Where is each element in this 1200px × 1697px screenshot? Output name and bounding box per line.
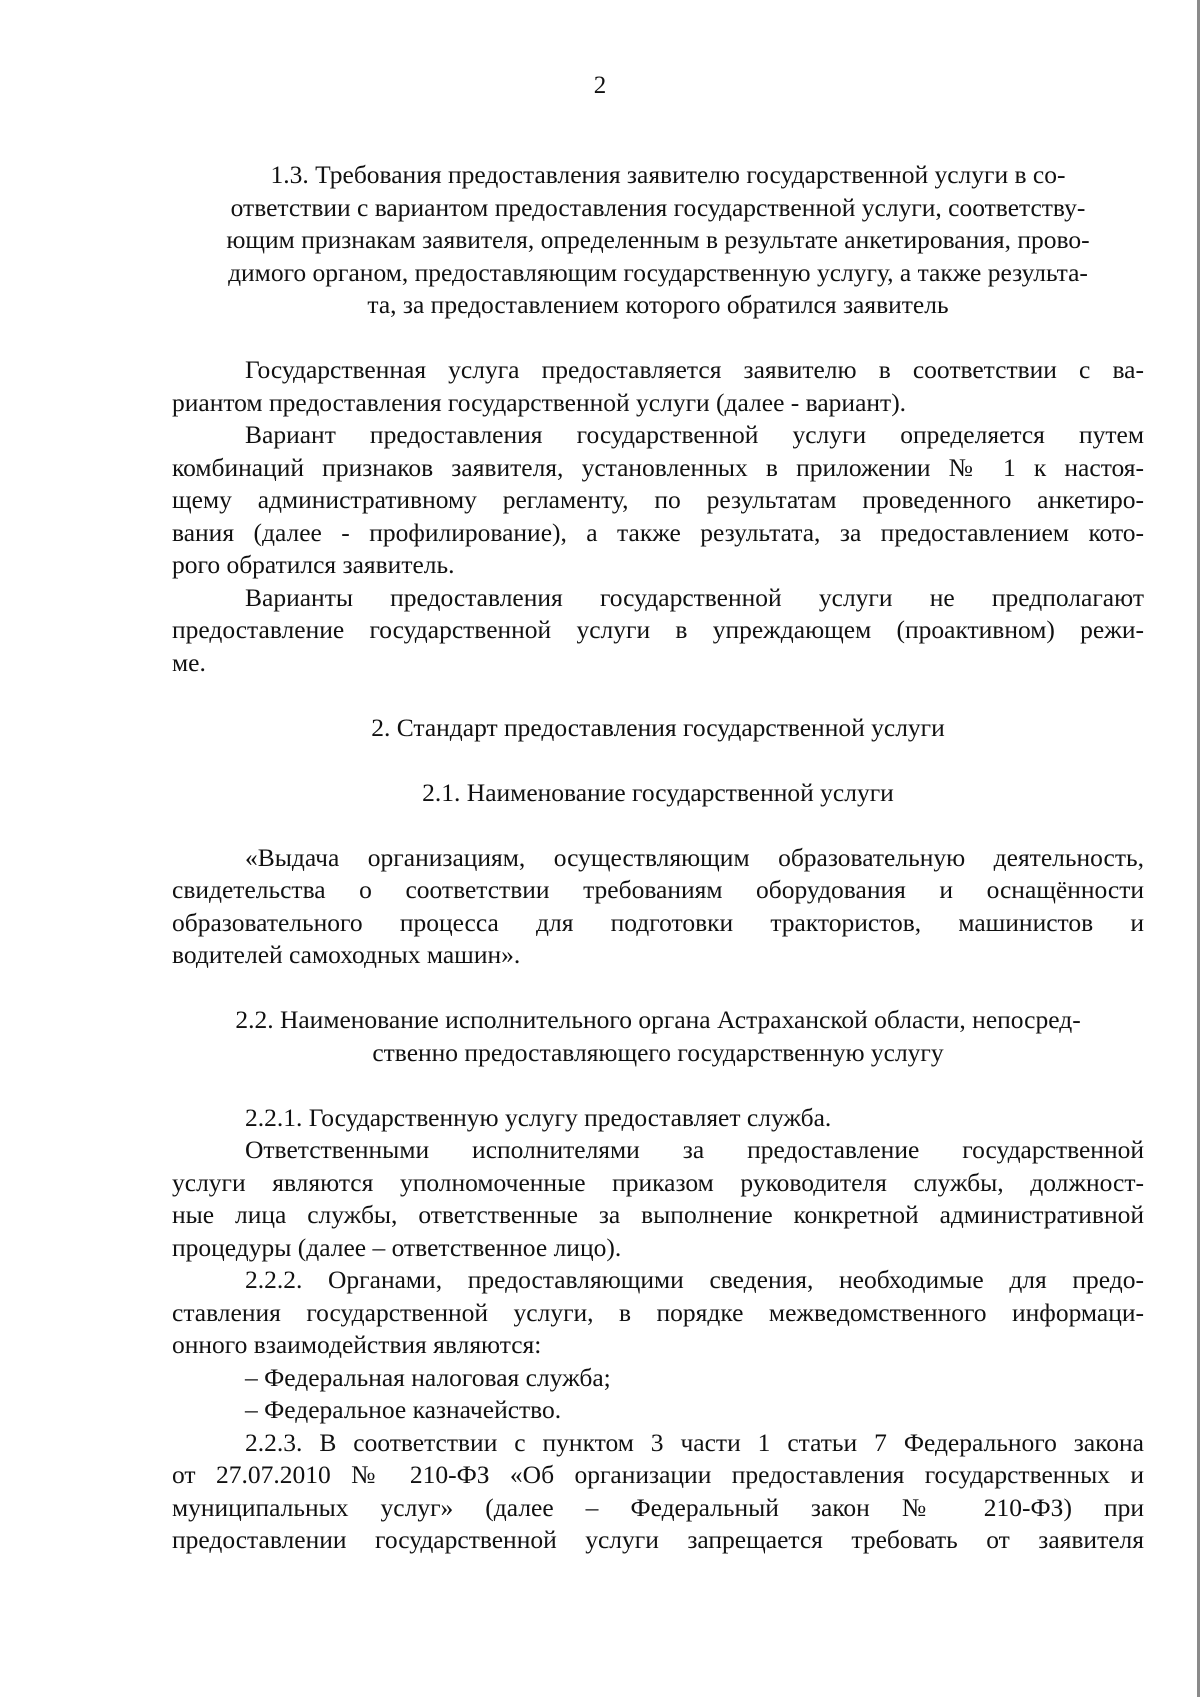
paragraph-2-2-1: 2.2.1. Государственную услугу предоставляет служба.: [245, 1102, 832, 1132]
heading-line: 2.2. Наименование исполнительного органа Астраханской области, непосред-: [235, 1005, 1081, 1034]
text-line: ные лица службы, ответственные за выполнение конкретной административной: [172, 1200, 1144, 1229]
text-line: Варианты предоставления государственной услуги не предполагают: [245, 582, 1144, 612]
paragraph-responsible: [172, 1134, 1144, 1264]
text-line: процедуры (далее – ответственное лицо).: [172, 1232, 622, 1262]
text-line: комбинаций признаков заявителя, установленных в приложении № 1 к настоя-: [172, 452, 1144, 482]
list-item: – Федеральное казначейство.: [245, 1395, 562, 1424]
text-line: образовательного процесса для подготовки трактористов, машинистов и: [172, 907, 1144, 937]
heading-line: ответствии с вариантом предоставления государственной услуги, соответству-: [230, 192, 1086, 222]
heading-line: 1.3. Требования предоставления заявителю государственной услуги в со-: [270, 160, 1066, 189]
text-line: ме.: [172, 647, 206, 677]
text-line: ставления государственной услуги, в порядке межведомственного информаци-: [172, 1297, 1144, 1327]
paragraph-variant: [172, 354, 1144, 419]
list-item: – Федеральная налоговая служба;: [245, 1362, 611, 1392]
text-line: Государственная услуга предоставляется заявителю в соответствии с ва-: [245, 355, 1144, 384]
document-body: [172, 159, 1144, 1557]
text-line: рого обратился заявитель.: [172, 550, 455, 579]
text-line: Вариант предоставления государственной услуги определяется путем: [245, 420, 1144, 449]
agencies-list: [172, 1362, 1144, 1427]
paragraph-2-2-2: [172, 1264, 1144, 1362]
section-2-1-heading: 2.1. Наименование государственной услуги: [422, 777, 894, 807]
text-line: «Выдача организациям, осуществляющим образовательную деятельность,: [245, 842, 1144, 872]
text-line: риантом предоставления государственной услуги (далее - вариант).: [172, 387, 907, 417]
text-line: от 27.07.2010 № 210-ФЗ «Об организации предоставления государственных и: [172, 1460, 1144, 1489]
text-line: вания (далее - профилирование), а также результата, за предоставлением кото-: [172, 517, 1144, 547]
section-2-heading: 2. Стандарт предоставления государственной услуги: [371, 712, 945, 742]
paragraph-2-2-3: [172, 1427, 1144, 1557]
page-number: 2: [593, 72, 607, 99]
text-line: предоставлении государственной услуги запрещается требовать от заявителя: [172, 1525, 1144, 1554]
heading-line: ющим признакам заявителя, определенным в результате анкетирования, прово-: [226, 225, 1090, 254]
text-line: услуги являются уполномоченные приказом руководителя службы, должност-: [172, 1167, 1144, 1197]
service-name-paragraph: [172, 842, 1144, 972]
heading-line: та, за предоставлением которого обратился заявитель: [367, 290, 949, 319]
heading-line: димого органом, предоставляющим государственную услугу, а также результа-: [228, 257, 1088, 287]
text-line: Ответственными исполнителями за предоставление государственной: [245, 1135, 1144, 1164]
heading-line: ственно предоставляющего государственную услугу: [372, 1037, 944, 1067]
text-line: 2.2.3. В соответствии с пунктом 3 части 1 статьи 7 Федерального закона: [245, 1427, 1144, 1457]
section-1-3-heading: [172, 159, 1144, 322]
text-line: водителей самоходных машин».: [172, 940, 521, 969]
paragraph-variant-definition: [172, 419, 1144, 582]
section-2-2-heading: [172, 1004, 1144, 1069]
text-line: 2.2.2. Органами, предоставляющими сведения, необходимые для предо-: [245, 1265, 1144, 1294]
text-line: онного взаимодействия являются:: [172, 1330, 542, 1359]
text-line: щему административному регламенту, по результатам проведенного анкетиро-: [172, 485, 1144, 514]
text-line: свидетельства о соответствии требованиям оборудования и оснащённости: [172, 875, 1144, 904]
text-line: предоставление государственной услуги в упреждающем (проактивном) режи-: [172, 615, 1144, 644]
paragraph-proactive: [172, 582, 1144, 680]
text-line: муниципальных услуг» (далее – Федеральный закон № 210-ФЗ) при: [172, 1492, 1144, 1522]
